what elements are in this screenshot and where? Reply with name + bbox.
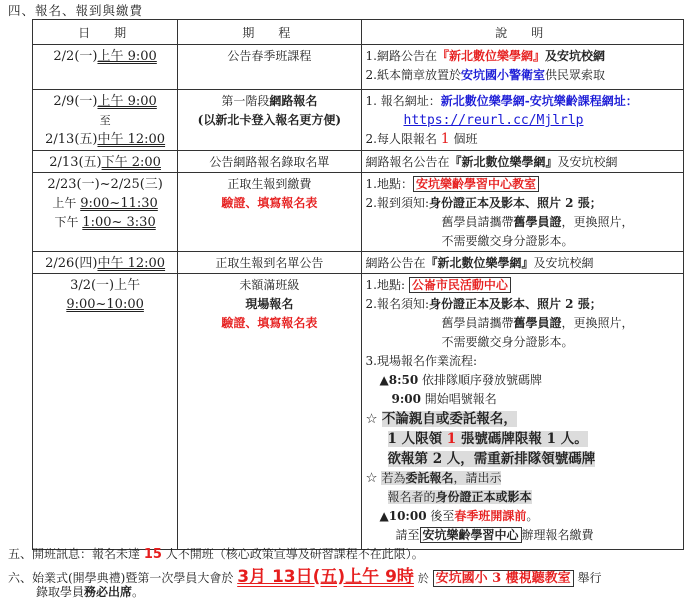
note-text: 1.網路公告在 — [365, 49, 437, 63]
note-text: 2.紙本簡章放置於 — [365, 68, 461, 82]
period-label: 下午 — [54, 215, 83, 229]
note-text: 1 人限領 — [387, 431, 447, 447]
table-row — [33, 274, 684, 550]
note-text: 及安坑校網 — [557, 155, 618, 169]
table-row — [33, 45, 684, 90]
date-cell — [33, 151, 178, 173]
notes-cell — [361, 151, 684, 173]
note-text: 舊學員請攜帶 — [441, 215, 514, 229]
footer-text: 人不開班（核心政策宣導及研習課程不在此限）。 — [165, 547, 424, 561]
note-text: 舊學員證 — [513, 215, 562, 229]
footer-text: 。 — [132, 585, 145, 599]
note-text: ，更換照片， — [561, 215, 634, 229]
program-text: 公告網路報名錄取名單 — [209, 155, 330, 169]
footer-text: 錄取學員 — [36, 585, 85, 599]
location-box: 公崙市民活動中心 — [409, 277, 511, 293]
date-cell — [33, 45, 178, 90]
note-text: 網路公告在 — [365, 256, 426, 270]
header-date: 日 期 — [33, 20, 178, 45]
schedule-table — [32, 19, 684, 550]
date-text: 3/2(一)上午 — [70, 278, 141, 293]
header-notes: 說 明 — [361, 20, 684, 45]
note-text: 開始唱號報名 — [420, 392, 497, 406]
location-name: 安坑國小警衛室 — [460, 68, 545, 82]
ceremony-location: 安坑國小 3 樓視聽教室 — [433, 570, 574, 587]
note-text: 供民眾索取 — [544, 68, 605, 82]
date-text: 2/23(一)~2/25(三) — [47, 177, 163, 192]
date-text: 2/13(五) — [45, 132, 98, 147]
note-text: 。 — [526, 509, 539, 523]
time-text: 9:00 — [391, 392, 421, 406]
location-box: 安坑樂齡學習中心教室 — [413, 176, 539, 192]
date-text: 2/9(一) — [53, 94, 98, 109]
date-text: 2/2(一) — [53, 49, 98, 64]
program-text: 現場報名 — [245, 297, 294, 311]
note-text: 2.每人限報名 — [365, 132, 437, 146]
notes-cell — [361, 274, 684, 550]
program-cell — [178, 252, 361, 274]
program-text: 驗證、填寫報名表 — [221, 316, 318, 330]
table-row — [33, 173, 684, 252]
footer-text: 六、始業式(開學典禮)暨第一次學員大會於 — [8, 571, 234, 585]
footer-text: 務必出席 — [84, 585, 133, 599]
note-text: 2.報到須知: — [365, 196, 429, 210]
site-name: 『新北數位樂學網』 — [425, 256, 534, 270]
footer-text: 於 — [417, 572, 429, 585]
table-row — [33, 252, 684, 274]
note-text: 身份證正本或影本 — [435, 490, 532, 504]
min-enrollment: 15 — [143, 547, 162, 562]
time-text: 1:00~ 3:30 — [82, 215, 156, 230]
star-icon: ☆ — [365, 411, 378, 427]
note-text: 請至 — [395, 528, 420, 542]
note-text: 報名者的 — [387, 490, 436, 504]
ceremony-datetime: 3月 13日(五)上午 9時 — [237, 567, 414, 587]
limit-count: 1 — [446, 431, 457, 447]
program-text: 驗證、填寫報名表 — [221, 196, 318, 210]
date-text: 2/13(五) — [49, 155, 102, 170]
location-box: 安坑樂齡學習中心 — [420, 527, 522, 543]
note-text: 後至 — [426, 509, 455, 523]
note-text: 及安坑校網 — [533, 256, 594, 270]
date-cell — [33, 252, 178, 274]
note-text: 欲報第 2 人，需重新排隊領號碼牌 — [387, 451, 596, 467]
program-text: 未額滿班級 — [239, 278, 300, 292]
limit-count: 1 — [440, 131, 450, 147]
note-text: 舊學員證 — [513, 316, 562, 330]
note-text: 1.地點： — [365, 177, 413, 191]
date-cell — [33, 173, 178, 252]
note-text: 不論親自或委託報名， — [381, 411, 517, 427]
note-text: 張號碼牌限報 1 人。 — [456, 431, 588, 447]
site-name: 『新北數位樂學網』 — [436, 49, 545, 63]
period-label: 上午 — [52, 196, 81, 210]
date-cell — [33, 90, 178, 151]
program-cell — [178, 173, 361, 252]
notes-cell — [361, 45, 684, 90]
program-text: 正取生報到繳費 — [227, 177, 312, 191]
note-text: 不需要繳交身分證影本。 — [441, 335, 574, 349]
note-text: 委託報名 — [405, 471, 454, 485]
program-text: 正取生報到名單公告 — [215, 256, 324, 270]
site-name: 『新北數位樂學網』 — [449, 155, 558, 169]
notes-cell — [361, 173, 684, 252]
program-text: 網路報名 — [269, 94, 318, 108]
table-row — [33, 151, 684, 173]
date-cell — [33, 274, 178, 550]
time-text: 下午 2:00 — [101, 155, 161, 170]
footer-line-7 — [36, 583, 144, 600]
note-text: 依排隊順序發放號碼牌 — [418, 373, 543, 387]
program-cell — [178, 90, 361, 151]
date-text: 2/26(四) — [45, 256, 98, 271]
note-text: ，請出示 — [453, 471, 502, 485]
time-text: ▲8:50 — [379, 373, 419, 387]
time-text: 9:00~11:30 — [80, 196, 158, 211]
registration-link[interactable]: https://reurl.cc/Mjlrlp — [403, 113, 584, 128]
note-text: 1.地點: — [365, 278, 405, 292]
deadline-text: 春季班開課前 — [454, 509, 527, 523]
time-text: 9:00~10:00 — [66, 297, 144, 312]
program-text: (以新北卡登入報名更方便) — [197, 113, 342, 127]
note-text: ，更換照片， — [561, 316, 634, 330]
program-cell — [178, 151, 361, 173]
footer-text: 五、開班訊息：報名未達 — [8, 547, 141, 561]
note-text: 個班 — [453, 132, 478, 146]
footer-text: 舉行 — [577, 571, 602, 585]
note-text: 3.現場報名作業流程: — [365, 354, 477, 368]
note-text: 不需要繳交身分證影本。 — [441, 234, 574, 248]
header-program: 期 程 — [178, 20, 361, 45]
star-icon: ☆ — [365, 470, 378, 486]
time-text: 中午 12:00 — [97, 132, 166, 147]
program-text: 公告春季班課程 — [227, 49, 312, 63]
time-text: 中午 12:00 — [97, 256, 166, 271]
note-text: 及安坑校網 — [544, 49, 605, 63]
site-name: 新北數位樂學網-安坑樂齡課程網址： — [440, 94, 638, 108]
note-text: 身份證正本及影本、照片 2 張； — [429, 297, 602, 311]
footer-line-5 — [8, 545, 424, 562]
notes-cell — [361, 252, 684, 274]
program-cell — [178, 274, 361, 550]
note-text: 2.報名須知: — [365, 297, 429, 311]
time-text: 上午 9:00 — [97, 49, 157, 64]
note-text: 若為 — [381, 471, 406, 485]
note-text: 舊學員請攜帶 — [441, 316, 514, 330]
note-text: 1. 報名網址： — [365, 94, 441, 108]
range-separator: 至 — [99, 114, 111, 127]
note-text: 網路報名公告在 — [365, 155, 450, 169]
section-title: 四、報名、報到與繳費 — [8, 3, 144, 18]
program-cell — [178, 45, 361, 90]
table-header-row — [33, 20, 684, 45]
program-text: 第一階段 — [221, 94, 270, 108]
table-row — [33, 90, 684, 151]
time-text: ▲10:00 — [379, 509, 427, 523]
note-text: 身份證正本及影本、照片 2 張； — [429, 196, 602, 210]
note-text: 辦理報名繳費 — [521, 528, 594, 542]
time-text: 上午 9:00 — [97, 94, 157, 109]
notes-cell — [361, 90, 684, 151]
